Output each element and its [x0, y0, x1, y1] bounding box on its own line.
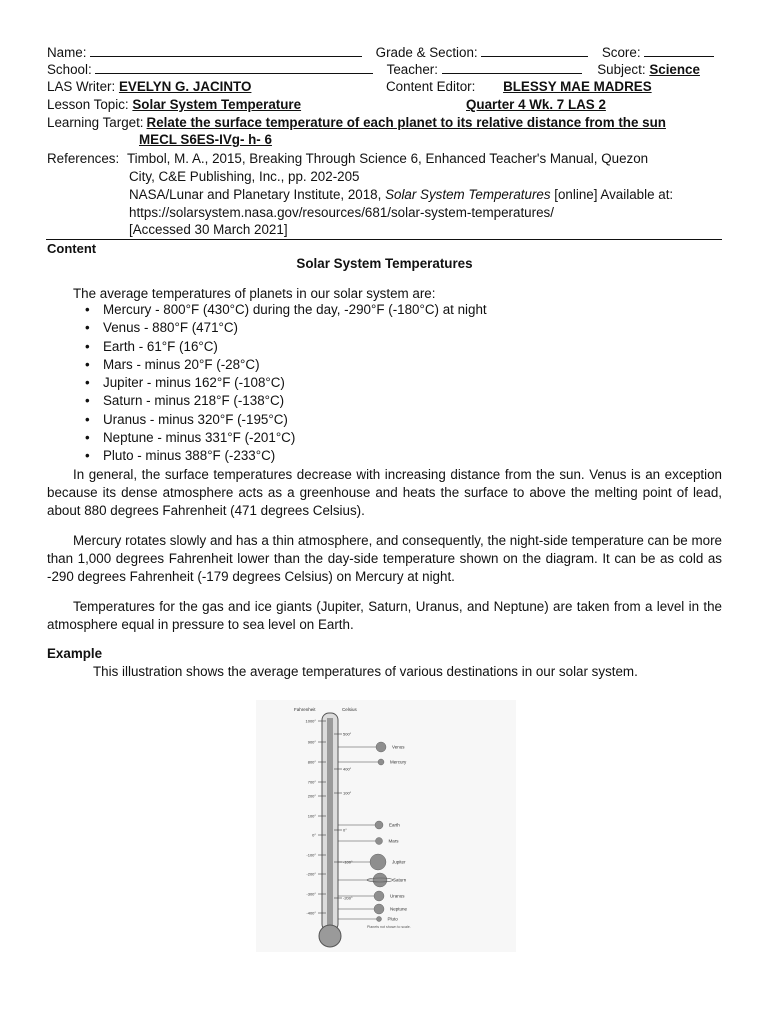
planet-marker — [376, 838, 383, 845]
list-item: • Neptune - minus 331°F (-201°C) — [103, 429, 295, 447]
planet-marker — [374, 891, 384, 901]
fahrenheit-tick-label: 0° — [312, 832, 316, 838]
planet-label: Jupiter — [392, 859, 406, 865]
name-label: Name: — [47, 45, 87, 60]
list-item: • Earth - 61°F (16°C) — [103, 338, 218, 356]
score-label: Score: — [601, 45, 641, 60]
reference-2-title: Solar System Temperatures — [385, 187, 551, 202]
editor-row — [386, 78, 670, 95]
score-field[interactable] — [644, 44, 714, 57]
reference-2-accessed: [Accessed 30 March 2021] — [129, 222, 288, 237]
planet-label: Earth — [389, 822, 400, 828]
subject-label: Subject: — [597, 62, 646, 77]
target-row — [47, 114, 666, 131]
content-intro: The average temperatures of planets in our solar system are: — [73, 286, 436, 301]
school-row — [47, 61, 700, 78]
fahrenheit-tick-label: 800° — [307, 759, 316, 765]
topic-value: Solar System Temperature — [132, 97, 302, 112]
planet-marker — [373, 873, 387, 887]
planet-label: Mercury — [390, 759, 407, 765]
melc-value: MECL S6ES-IVg- h- 6 — [139, 132, 272, 147]
celsius-tick-label: 400° — [343, 766, 352, 772]
thermometer-bulb — [319, 925, 341, 947]
subject-value: Science — [649, 62, 700, 77]
thermometer-mercury — [327, 718, 333, 930]
name-row — [47, 44, 714, 61]
planet-marker — [377, 917, 382, 922]
list-item: • Mercury - 800°F (430°C) during the day, -290°F (-180°C) at night — [103, 301, 487, 319]
fahrenheit-tick-label: -400° — [306, 910, 316, 916]
target-value: Relate the surface temperature of each planet to its relative distance from the sun — [146, 115, 666, 130]
planet-label: Mars — [388, 838, 399, 844]
topic-label: Lesson Topic: — [47, 97, 129, 112]
scale-note: Planets not shown to scale. — [367, 925, 411, 929]
planet-label: Uranus — [390, 893, 405, 899]
reference-2-url[interactable]: https://solarsystem.nasa.gov/resources/681/solar-system-temperatures/ — [129, 205, 554, 220]
fahrenheit-tick-label: -300° — [306, 891, 316, 897]
grade-label: Grade & Section: — [375, 45, 478, 60]
fahrenheit-tick-label: 900° — [307, 739, 316, 745]
fahrenheit-label: Fahrenheit — [294, 707, 316, 712]
content-title: Solar System Temperatures — [296, 256, 473, 271]
celsius-tick-label: -100° — [343, 859, 353, 865]
references-label: References: — [47, 151, 120, 166]
target-label: Learning Target: — [47, 115, 144, 130]
planet-label: Pluto — [387, 916, 398, 922]
list-item: • Uranus - minus 320°F (-195°C) — [103, 411, 288, 429]
list-item: • Venus - 880°F (471°C) — [103, 319, 238, 337]
section-divider — [46, 239, 722, 240]
planet-label: Venus — [392, 744, 405, 750]
thermometer-graphic — [256, 700, 516, 952]
reference-1-line-1: Timbol, M. A., 2015, Breaking Through Science 6, Enhanced Teacher's Manual, Quezon — [127, 151, 649, 166]
planet-marker — [370, 854, 386, 870]
school-label: School: — [47, 62, 92, 77]
fahrenheit-tick-label: 1000° — [305, 718, 316, 724]
reference-2-text: NASA/Lunar and Planetary Institute, 2018, — [129, 187, 386, 202]
list-item: • Jupiter - minus 162°F (-108°C) — [103, 374, 285, 392]
planet-label: Saturn — [393, 877, 407, 883]
reference-2-line-1 — [129, 186, 673, 203]
writer-value: EVELYN G. JACINTO — [118, 79, 252, 94]
planet-marker — [378, 759, 384, 765]
celsius-tick-label: 0° — [343, 827, 347, 833]
celsius-tick-label: -200° — [343, 895, 353, 901]
content-heading: Content — [47, 241, 97, 256]
grade-field[interactable] — [481, 44, 588, 57]
teacher-field[interactable] — [442, 61, 582, 74]
planet-marker — [376, 742, 386, 752]
list-item: • Mars - minus 20°F (-28°C) — [103, 356, 260, 374]
fahrenheit-tick-label: -100° — [306, 852, 316, 858]
topic-row — [47, 96, 445, 113]
quarter-value: Quarter 4 Wk. 7 LAS 2 — [466, 97, 606, 112]
example-heading: Example — [47, 646, 103, 661]
list-item: • Pluto - minus 388°F (-233°C) — [103, 447, 275, 465]
celsius-tick-label: 100° — [343, 790, 352, 796]
reference-2-available: [online] Available at: — [550, 187, 674, 202]
paragraph-mercury: Mercury rotates slowly and has a thin atmosphere, and consequently, the night-side temperature can be more than 1,000 degrees Fahrenheit lower than the day-side temperature shown on the diagram. It can be as cold as -290 degrees Fahrenheit (-179 degrees Celsius) on Mercury at night. — [47, 533, 722, 585]
writer-label: LAS Writer: — [47, 79, 116, 94]
school-field[interactable] — [95, 61, 373, 74]
paragraph-giants: Temperatures for the gas and ice giants (Jupiter, Saturn, Uranus, and Neptune) are taken from a level in the atmosphere equal in pressure to sea level on Earth. — [47, 599, 722, 633]
reference-1-line-2: City, C&E Publishing, Inc., pp. 202-205 — [129, 169, 360, 184]
temperature-illustration — [256, 700, 516, 952]
planet-label: Neptune — [390, 906, 408, 912]
planet-marker — [374, 904, 384, 914]
fahrenheit-tick-label: 700° — [307, 779, 316, 785]
planet-marker — [375, 821, 383, 829]
celsius-label: Celsius — [342, 707, 357, 712]
fahrenheit-tick-label: 200° — [307, 793, 316, 799]
fahrenheit-tick-label: -200° — [306, 871, 316, 877]
paragraph-distance: In general, the surface temperatures decrease with increasing distance from the sun. Venus is an exception because its dense atmosphere acts as a greenhouse and heats the surface to above the melting point of lead, about 880 degrees Fahrenheit (471 degrees Celsius). — [47, 467, 722, 519]
editor-value: BLESSY MAE MADRES — [503, 79, 652, 94]
list-item: • Saturn - minus 218°F (-138°C) — [103, 392, 284, 410]
example-text: This illustration shows the average temperatures of various destinations in our solar system. — [93, 664, 638, 679]
fahrenheit-tick-label: 100° — [307, 813, 316, 819]
editor-label: Content Editor: — [386, 79, 476, 94]
name-field[interactable] — [90, 44, 362, 57]
teacher-label: Teacher: — [386, 62, 438, 77]
writer-row — [47, 78, 251, 95]
celsius-tick-label: 500° — [343, 731, 352, 737]
quarter-row — [466, 96, 640, 113]
